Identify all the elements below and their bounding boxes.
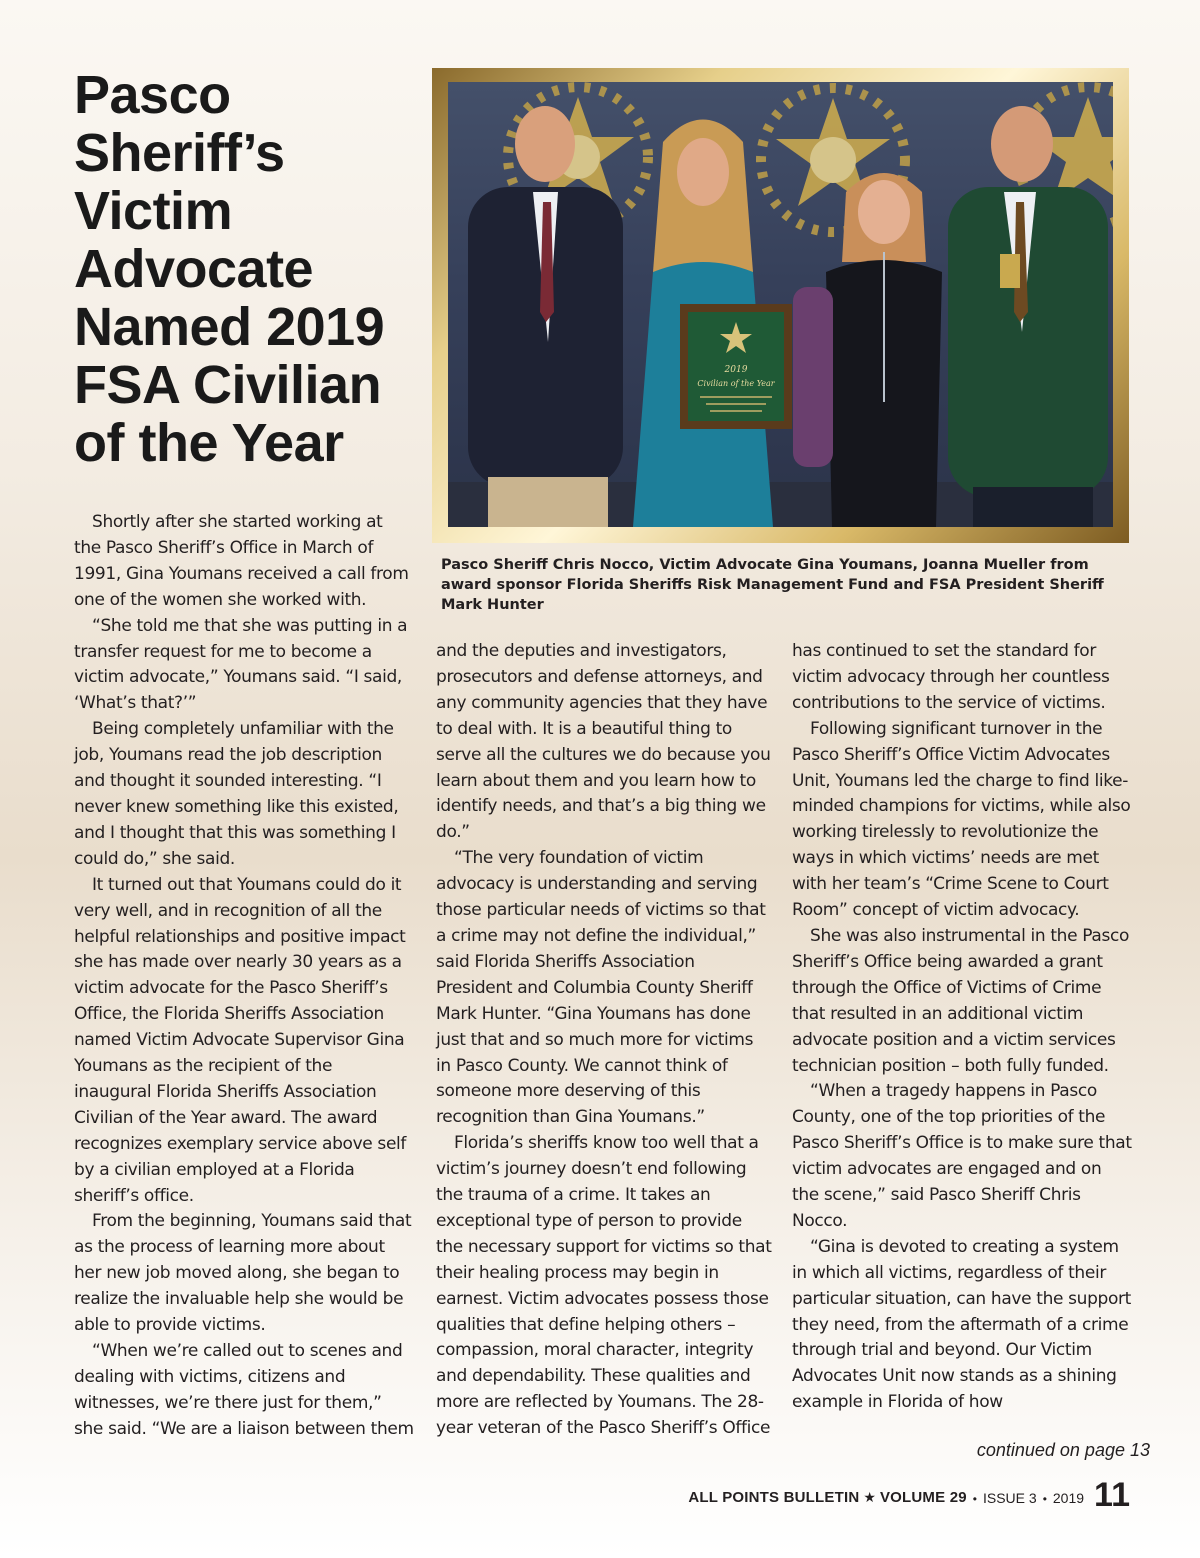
article-column-1 bbox=[74, 510, 414, 1443]
person-gina-youmans bbox=[633, 120, 792, 528]
issue-label: ISSUE 3 bbox=[982, 1490, 1037, 1506]
paragraph: “She told me that she was putting in a transfer request for me to become a victim advocate,” Youmans said. “I said, ‘What’s that?’” bbox=[74, 615, 408, 714]
photo-caption: Pasco Sheriff Chris Nocco, Victim Advocate Gina Youmans, Joanna Mueller from award sponsor Florida Sheriffs Risk Management Fund and FSA President Sheriff Mark Hunter bbox=[441, 557, 1104, 613]
plaque-title: Civilian of the Year bbox=[697, 379, 775, 388]
continued-link[interactable]: continued on page 13 bbox=[976, 1440, 1150, 1460]
paragraph: Being completely unfamiliar with the job, Youmans read the job description and thought it sounded interesting. “I never knew something like this existed, and I thought that this was something I could do,” she said. bbox=[74, 719, 399, 869]
paragraph: “When a tragedy happens in Pasco County, one of the top priorities of the Pasco Sheriff’s Office is to make sure that victim advocates are engaged and on the scene,” said Pasco Sheriff Chris Nocco. bbox=[792, 1081, 1132, 1231]
star-icon: ★ bbox=[863, 1489, 876, 1505]
award-photo-illustration bbox=[448, 82, 1113, 527]
paragraph: It turned out that Youmans could do it very well, and in recognition of all the helpful relationships and positive impact she has made over nearly 30 years as a victim advocate for the Pasco Sheriff’s Office, the Florida Sheriffs Association named Victim Advocate Supervisor Gina Youmans as the recipient of the inaugural Florida Sheriffs Association Civilian of the Year award. The award recognizes exemplary service above self by a civilian employed at a Florida sheriff’s office. bbox=[74, 874, 407, 1206]
paragraph: From the beginning, Youmans said that as the process of learning more about her new job moved along, she began to realize the invaluable help she would be able to provide victims. bbox=[74, 1211, 412, 1336]
paragraph: “Gina is devoted to creating a system in which all victims, regardless of their particular situation, can have the support they need, from the aftermath of a crime through trial and beyond. Our Victim Advocates Unit now stands as a shining example in Florida of how bbox=[792, 1236, 1131, 1413]
paragraph: “The very foundation of victim advocacy is understanding and serving those particular needs of victims so that a crime may not define the individual,” said Florida Sheriffs Association President and Columbia County Sheriff Mark Hunter. “Gina Youmans has done just that and so much more for victims in Pasco County. We cannot think of someone more deserving of this recognition than Gina Youmans.” bbox=[436, 848, 766, 1128]
footer-year: 2019 bbox=[1052, 1490, 1085, 1506]
photo-frame bbox=[432, 68, 1129, 543]
paragraph: Shortly after she started working at the Pasco Sheriff’s Office in March of 1991, Gina Youmans received a call from one of the women she worked with. bbox=[74, 512, 409, 610]
page-number: 11 bbox=[1094, 1476, 1130, 1514]
publication-name: ALL POINTS BULLETIN bbox=[688, 1489, 860, 1506]
award-photo bbox=[448, 82, 1113, 527]
paragraph: She was also instrumental in the Pasco Sheriff’s Office being awarded a grant through the Office of Victims of Crime that resulted in an additional victim advocate position and a victim services technician position – both fully funded. bbox=[792, 925, 1130, 1076]
bullet-separator: • bbox=[972, 1492, 977, 1506]
bullet-separator: • bbox=[1042, 1492, 1047, 1506]
paragraph: has continued to set the standard for victim advocacy through her countless contributions to the service of victims. bbox=[792, 641, 1110, 713]
award-plaque bbox=[680, 304, 792, 429]
article-column-2 bbox=[436, 639, 772, 1442]
paragraph: Following significant turnover in the Pasco Sheriff’s Office Victim Advocates Unit, Youmans led the charge to find like-minded champions for victims, while also working tirelessly to revolutionize the ways in which victims’ needs are met with her team’s “Crime Scene to Court Room” concept of victim advocacy. bbox=[792, 718, 1131, 921]
plaque-year: 2019 bbox=[724, 365, 748, 375]
volume-label: VOLUME 29 bbox=[879, 1489, 967, 1506]
paragraph: “When we’re called out to scenes and dealing with victims, citizens and witnesses, we’re there just for them,” she said. “We are a liaison between them bbox=[74, 1341, 414, 1439]
paragraph: and the deputies and investigators, prosecutors and defense attorneys, and any community agencies that they have to deal with. It is a beautiful thing to serve all the cultures we do because you learn about them and you learn how to identify needs, and that’s a big thing we do.” bbox=[436, 641, 771, 843]
page-footer bbox=[600, 1478, 1130, 1512]
article-column-3 bbox=[792, 639, 1132, 1416]
paragraph: Florida’s sheriffs know too well that a victim’s journey doesn’t end following the trauma of a crime. It takes an exceptional type of person to provide the necessary support for victims so that their healing process may begin in earnest. Victim advocates possess those qualities that define helping others – compassion, moral character, integrity and dependability. These qualities and more are reflected by Youmans. The 28-year veteran of the Pasco Sheriff’s Office bbox=[436, 1133, 772, 1439]
article-headline: Pasco Sheriff’s Victim Advocate Named 2019 FSA Civilian of the Year bbox=[74, 65, 385, 473]
